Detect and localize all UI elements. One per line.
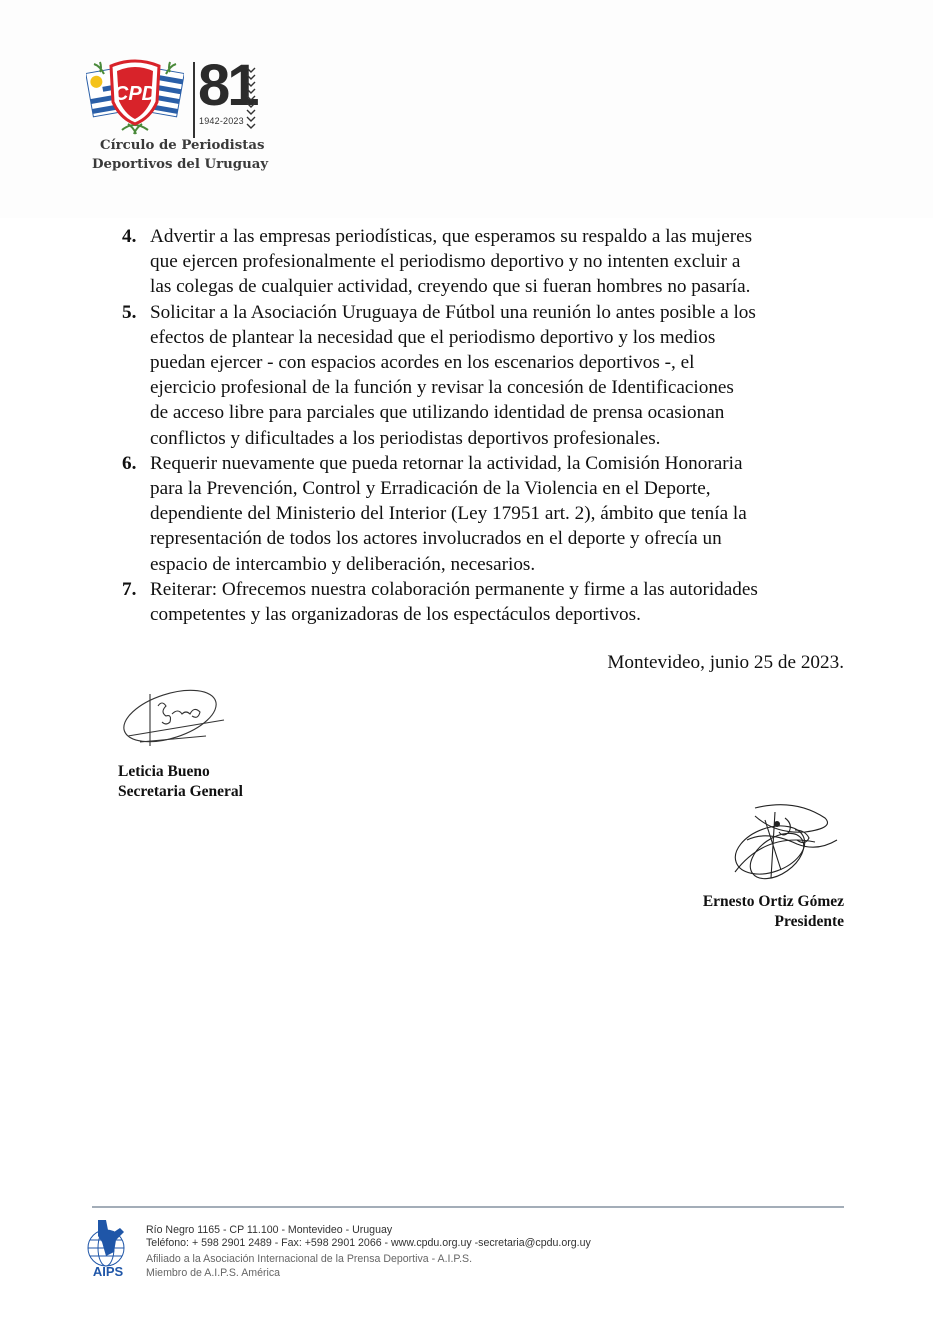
- signatory-secretary: [118, 762, 243, 802]
- footer-affiliation: Afiliado a la Asociación Internacional de la Prensa Deportiva - A.I.P.S.: [146, 1253, 473, 1266]
- signature-leticia-bueno-icon: [120, 686, 230, 754]
- signatory-name: Leticia Bueno: [118, 763, 210, 780]
- item-line: que ejercen profesionalmente el periodismo deportivo y no intenten excluir a: [150, 251, 741, 273]
- footer-membership: Miembro de A.I.P.S. América: [146, 1266, 281, 1279]
- organization-name: [92, 136, 282, 174]
- footer-address: Río Negro 1165 - CP 11.100 - Montevideo - Uruguay: [146, 1224, 393, 1236]
- item-line: ejercicio profesional de la función y revisar la concesión de Identificaciones: [150, 377, 734, 399]
- item-line: Solicitar a la Asociación Uruguaya de Fútbol una reunión lo antes posible a los: [150, 301, 756, 323]
- footer-contact: [146, 1224, 591, 1280]
- item-line: conflictos y dificultades a los periodistas deportivos profesionales.: [150, 427, 661, 449]
- signatory-title: Secretaria General: [118, 783, 243, 800]
- cpdu-logo: [86, 53, 276, 176]
- cpdu-shield-icon: [86, 56, 184, 136]
- footer-divider: [92, 1206, 844, 1208]
- item-number: 7.: [122, 578, 137, 600]
- item-line: Requerir nuevamente que pueda retornar la actividad, la Comisión Honoraria: [150, 452, 743, 474]
- item-number: 4.: [122, 226, 137, 247]
- item-line: efectos de plantear la necesidad que el periodismo deportivo y los medios: [150, 326, 716, 348]
- item-number: 5.: [122, 301, 137, 323]
- resolution-item-6: [122, 451, 844, 577]
- signatory-name: Ernesto Ortiz Gómez: [702, 893, 844, 910]
- aips-logo-icon: [84, 1216, 136, 1278]
- anniversary-years: 1942-2023: [199, 116, 244, 126]
- signatory-president: [703, 892, 844, 932]
- resolution-item-7: [122, 577, 844, 627]
- item-line: competentes y las organizadoras de los espectáculos deportivos.: [150, 604, 641, 626]
- resolution-item-5: [122, 300, 844, 451]
- footer-phone-web-email: Teléfono: + 598 2901 2489 - Fax: +598 2901 2066 - www.cpdu.org.uy -secretaria@cpdu.org.uy: [146, 1237, 591, 1250]
- signatory-title: Presidente: [774, 913, 844, 930]
- item-line: Reiterar: Ofrecemos nuestra colaboración permanente y firme a las autoridades: [150, 578, 758, 600]
- org-name-line1: Círculo de Periodistas: [100, 138, 265, 153]
- anniversary-number: 81: [198, 53, 257, 118]
- item-line: dependiente del Ministerio del Interior (Ley 17951 art. 2), ámbito que tenía la: [150, 503, 747, 525]
- item-line: de acceso libre para parciales que utilizando identidad de prensa ocasionan: [150, 402, 725, 424]
- logo-divider: [193, 62, 195, 138]
- signature-ernesto-ortiz-icon: [725, 800, 845, 890]
- laurel-icon: [246, 66, 256, 132]
- aips-label: AIPS: [92, 1264, 124, 1278]
- item-line: Advertir a las empresas periodísticas, que esperamos su respaldo a las mujeres: [150, 226, 753, 247]
- org-name-line2: Deportivos del Uruguay: [92, 157, 269, 172]
- item-number: 6.: [122, 452, 137, 474]
- item-line: las colegas de cualquier actividad, creyendo que si fueran hombres no pasaría.: [150, 276, 751, 298]
- svg-text:CPD: CPD: [113, 83, 157, 105]
- item-line: puedan ejercer - con espacios acordes en los escenarios deportivos -, el: [150, 352, 695, 374]
- document-date: Montevideo, junio 25 de 2023.: [607, 652, 844, 673]
- resolution-item-4: [122, 224, 844, 300]
- item-line: representación de todos los actores involucrados en el deporte y ofrecía un: [150, 528, 722, 550]
- item-line: para la Prevención, Control y Erradicación de la Violencia en el Deporte,: [150, 478, 711, 500]
- item-line: espacio de intercambio y deliberación, necesarios.: [150, 553, 536, 575]
- resolutions-list: [122, 224, 844, 627]
